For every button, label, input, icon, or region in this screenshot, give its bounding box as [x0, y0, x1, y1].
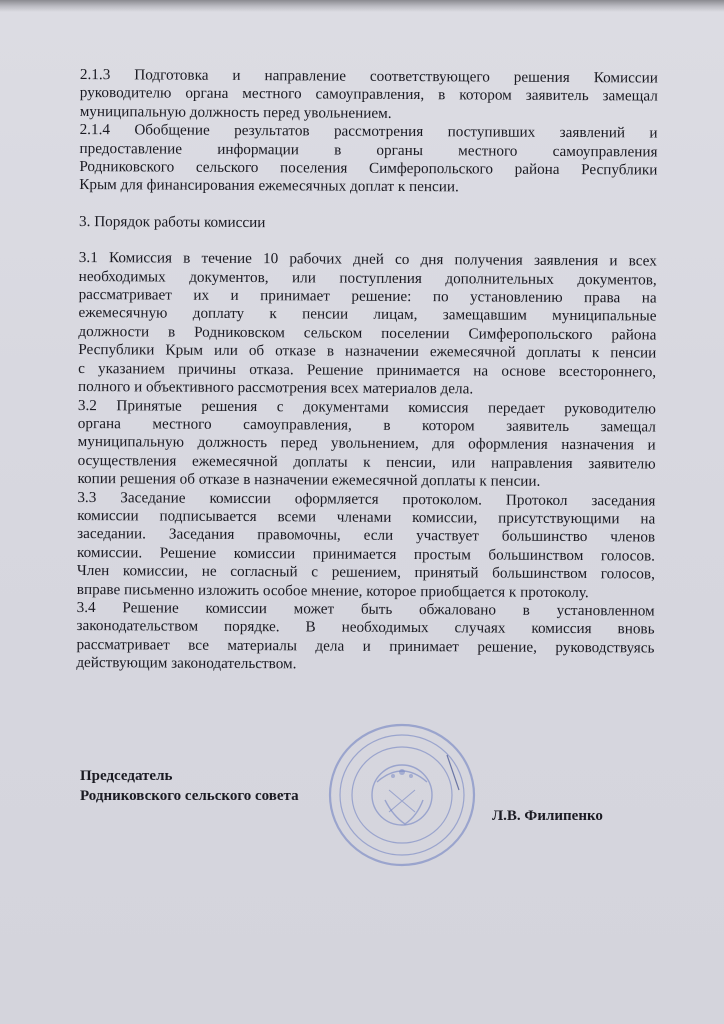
text-line: органа местного самоуправления, в котором заявитель замещал — [77, 414, 656, 436]
paragraph-3-2 — [77, 396, 656, 492]
text-line: копии решения об отказе в назначении ежемесячной доплаты к пенсии. — [77, 470, 541, 490]
text-line: рассматривает их и принимает решение: по установлению права на — [78, 286, 657, 307]
signatory-title-line1: Председатель — [80, 768, 173, 784]
scan-top-edge — [0, 0, 724, 12]
text-line: 3.1 Комиссия в течение 10 рабочих дней со дня получения заявления и всех — [78, 249, 657, 270]
section-3-heading — [79, 213, 657, 235]
text-line: действующим законодательством. — [76, 654, 297, 673]
text-line: полного и объективного рассмотрения всех материалов дела. — [77, 378, 474, 398]
section-heading: 3. Порядок работы комиссии — [78, 212, 266, 231]
text-line: Республики Крым или об отказе в назначении ежемесячной доплаты к пенсии — [78, 341, 657, 362]
text-line: Родниковского сельского поселения Симферопольского района Республики — [79, 158, 658, 179]
text-line: муниципальную должность перед увольнением, для оформления назначения и — [77, 433, 656, 454]
text-line: комиссии подписывается всеми членами комиссии, присутствующими на — [77, 506, 656, 528]
text-line: Крым для финансирования ежемесячных доплат к пенсии. — [79, 176, 459, 196]
text-line: осуществления ежемесячной доплаты к пенсии, или направления заявителю — [77, 451, 656, 473]
paragraph-3-4 — [76, 599, 654, 676]
signatory-title-line2: Родниковского сельского совета — [80, 788, 299, 804]
document-body — [76, 66, 658, 676]
text-line: 2.1.4 Обобщение результатов рассмотрения поступивших заявлений и — [79, 121, 658, 142]
text-line: Член комиссии, не согласный с решением, принятый большинством голосов, — [76, 562, 655, 583]
paragraph-2-1-3 — [80, 66, 658, 125]
text-line: заседании. Заседания правомочны, если участвует большинство членов — [77, 525, 656, 546]
text-line: необходимых документов, или поступления дополнительных документов, — [78, 267, 657, 289]
text-line: 2.1.3 Подготовка и направление соответствующего решения Комиссии — [79, 66, 658, 87]
paragraph-2-1-4 — [79, 121, 657, 198]
signatory-title — [80, 766, 299, 806]
official-seal-stamp — [327, 720, 477, 870]
text-line: ежемесячную доплату к пенсии лицам, замещавшим муниципальные — [78, 304, 657, 325]
text-line: 3.2 Принятые решения с документами комиссия передает руководителю — [77, 396, 656, 418]
text-line: муниципальную должность перед увольнением. — [79, 102, 392, 122]
text-line: 3.3 Заседание комиссии оформляется протоколом. Протокол заседания — [77, 488, 656, 510]
text-line: законодательством порядке. В необходимых случаях комиссия вновь — [76, 617, 655, 638]
text-line: должности в Родниковском сельском поселении Симферопольского района — [78, 322, 657, 344]
text-line: комиссии. Решение комиссии принимается простым большинством голосов. — [76, 543, 656, 565]
text-line: руководителю органа местного самоуправления, в котором заявитель замещал — [79, 84, 658, 105]
paragraph-3-3 — [77, 489, 656, 603]
text-line: предоставление информации в органы местного самоуправления — [79, 139, 658, 161]
text-line: вправе письменно изложить особое мнение, которое приобщается к протоколу. — [76, 580, 589, 601]
signatory-name: Л.В. Филипенко — [492, 808, 603, 824]
text-line: с указанием причины отказа. Решение принимается на основе всестороннего, — [78, 359, 657, 381]
paragraph-3-1 — [78, 249, 657, 400]
text-line: рассматривает все материалы дела и принимает решение, руководствуясь — [76, 635, 655, 657]
text-line: 3.4 Решение комиссии может быть обжаловано в установленном — [76, 598, 655, 620]
